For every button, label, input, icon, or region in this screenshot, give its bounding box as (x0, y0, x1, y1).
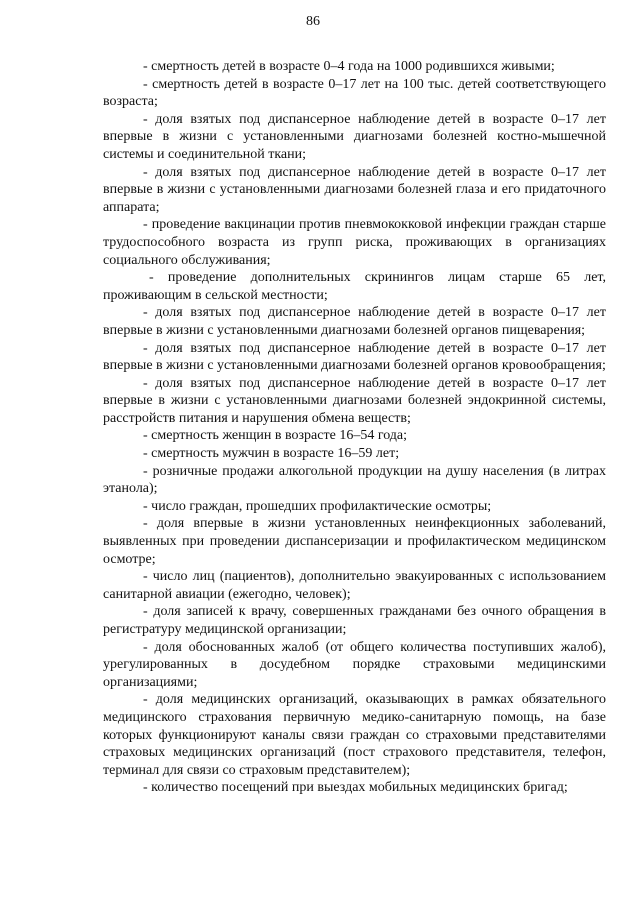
list-item: - доля взятых под диспансерное наблюдение детей в возрасте 0–17 лет впервые в жизни с установленными диагнозами болезней костно-мышечной системы и соединительной ткани; (103, 111, 606, 162)
list-item: - доля записей к врачу, совершенных гражданами без очного обращения в регистратуру медицинской организации; (103, 604, 606, 637)
list-item: - проведение вакцинации против пневмококковой инфекции граждан старше трудоспособного возраста из групп риска, проживающих в организациях социального обслуживания; (103, 217, 606, 268)
list-item: - доля медицинских организаций, оказывающих в рамках обязательного медицинского страхования первичную медико-санитарную помощь, на базе которых функционируют каналы связи граждан со страховыми представителями страховых медицинских организаций (пост страхового представителя, телефон, терминал для связи со страховым представителем); (103, 692, 606, 778)
list-item: - смертность детей в возрасте 0–17 лет на 100 тыс. детей соответствующего возраста; (103, 76, 606, 110)
list-item: - доля взятых под диспансерное наблюдение детей в возрасте 0–17 лет впервые в жизни с установленными диагнозами болезней эндокринной системы, расстройств питания и нарушения обмена веществ; (103, 375, 606, 426)
list-item: - число граждан, прошедших профилактические осмотры; (143, 498, 492, 514)
page-number: 86 (306, 14, 320, 29)
list-item: - смертность детей в возрасте 0–4 года на 1000 родившихся живыми; (143, 59, 555, 74)
indicator-list (103, 58, 606, 797)
list-item: - доля взятых под диспансерное наблюдение детей в возрасте 0–17 лет впервые в жизни с установленными диагнозами болезней глаза и его придаточного аппарата; (103, 164, 606, 215)
list-item: - доля взятых под диспансерное наблюдение детей в возрасте 0–17 лет впервые в жизни с установленными диагнозами болезней органов пищеварения; (103, 305, 606, 338)
list-item: - доля взятых под диспансерное наблюдение детей в возрасте 0–17 лет впервые в жизни с установленными диагнозами болезней органов кровообращения; (103, 340, 606, 374)
list-item: - доля впервые в жизни установленных неинфекционных заболеваний, выявленных при проведении диспансеризации и профилактическом медицинском осмотре; (103, 516, 606, 567)
list-item: - доля обоснованных жалоб (от общего количества поступивших жалоб), урегулированных в досудебном порядке страховыми медицинскими организациями; (103, 639, 606, 690)
list-item: - число лиц (пациентов), дополнительно эвакуированных с использованием санитарной авиации (ежегодно, человек); (103, 569, 606, 602)
list-item: - количество посещений при выездах мобильных медицинских бригад; (143, 780, 568, 796)
list-item: - смертность мужчин в возрасте 16–59 лет; (143, 446, 400, 462)
list-item: - смертность женщин в возрасте 16–54 года; (143, 428, 408, 444)
list-item: - проведение дополнительных скринингов лицам старше 65 лет, проживающим в сельской местности; (103, 270, 606, 303)
list-item: - розничные продажи алкогольной продукции на душу населения (в литрах этанола); (103, 463, 606, 497)
